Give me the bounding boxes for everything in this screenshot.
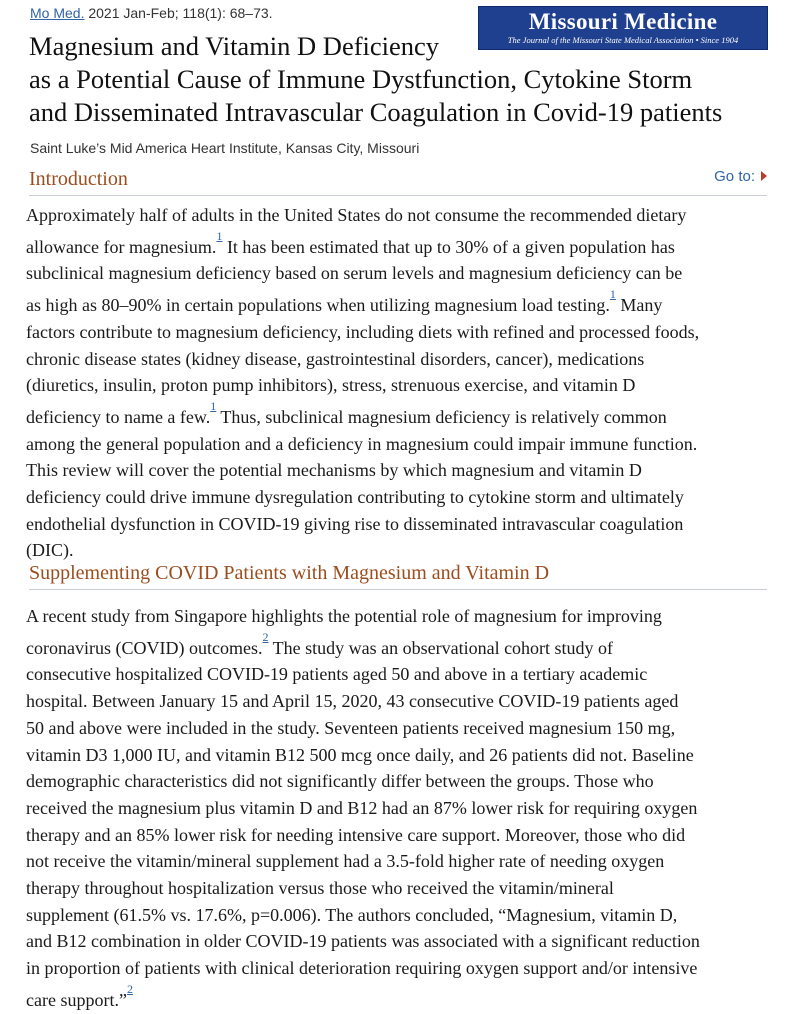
- paragraph-text: as high as 80–90% in certain populations when utilizing magnesium load testing.: [26, 295, 610, 316]
- paragraph-text: It has been estimated that up to 30% of a given population has: [222, 236, 675, 257]
- reference-link[interactable]: 1: [216, 228, 223, 243]
- goto-label: Go to:: [714, 168, 755, 185]
- paragraph-line: [26, 457, 771, 484]
- paragraph-line: [26, 229, 771, 261]
- logo-name: Missouri Medicine: [528, 9, 718, 34]
- paragraph-text: factors contribute to magnesium deficiency, including diets with refined and processed foods,: [26, 321, 700, 342]
- paragraph-line: [26, 955, 771, 982]
- article-title: [29, 30, 769, 129]
- paragraph-line: [26, 511, 771, 538]
- paragraph-line: [26, 630, 771, 662]
- section-heading: Supplementing COVID Patients with Magnesium and Vitamin D: [29, 562, 550, 584]
- paragraph-text: subclinical magnesium deficiency based on serum levels and magnesium deficiency can be: [26, 263, 683, 284]
- paragraph-text: not receive the vitamin/mineral supplement had a 3.5-fold higher rate of needing oxygen: [26, 851, 665, 872]
- paragraph-line: [26, 902, 771, 929]
- section-body: [26, 603, 771, 1014]
- paragraph-line: [26, 742, 771, 769]
- author-affiliation: Saint Luke’s Mid America Heart Institute, Kansas City, Missouri: [30, 140, 420, 156]
- paragraph-text: endothelial dysfunction in COVID-19 giving rise to disseminated intravascular coagulation: [26, 513, 684, 534]
- paragraph-text: received the magnesium plus vitamin D and B12 had an 87% lower risk for requiring oxygen: [26, 797, 698, 818]
- reference-link[interactable]: 2: [126, 981, 133, 996]
- paragraph-line: [26, 346, 771, 373]
- section-header-supplementing: [29, 561, 767, 590]
- paragraph-line: [26, 260, 771, 287]
- paragraph-text: allowance for magnesium.: [26, 236, 217, 257]
- paragraph-text: among the general population and a deficiency in magnesium could impair immune function.: [26, 433, 698, 454]
- paragraph-text: deficiency could drive immune dysregulation contributing to cytokine storm and ultimately: [26, 487, 684, 508]
- paragraph-text: 50 and above were included in the study. Seventeen patients received magnesium 150 mg,: [26, 717, 676, 738]
- paragraph-line: [26, 928, 771, 955]
- paragraph-line: [26, 202, 771, 229]
- paragraph-line: [26, 399, 771, 431]
- paragraph-text: vitamin D3 1,000 IU, and vitamin B12 500 mcg once daily, and 26 patients did not. Baseline: [26, 744, 694, 765]
- paragraph-line: [26, 982, 771, 1014]
- paragraph-text: therapy throughout hospitalization versus those who received the vitamin/mineral: [26, 878, 614, 899]
- paragraph-text: This review will cover the potential mechanisms by which magnesium and vitamin D: [26, 460, 642, 481]
- paragraph-line: [26, 795, 771, 822]
- citation-details: 2021 Jan-Feb; 118(1): 68–73.: [84, 5, 273, 21]
- paragraph-text: therapy and an 85% lower risk for needing intensive care support. Moreover, those who did: [26, 824, 686, 845]
- title-line: as a Potential Cause of Immune Dystfunction, Cytokine Storm: [29, 64, 693, 94]
- paragraph-line: [26, 688, 771, 715]
- paragraph-text: Approximately half of adults in the United States do not consume the recommended dietary: [26, 205, 687, 225]
- paragraph-text: care support.”: [26, 989, 127, 1010]
- paragraph-line: [26, 319, 771, 346]
- reference-link[interactable]: 1: [609, 287, 616, 302]
- paragraph-line: [26, 603, 771, 630]
- paragraph-text: and B12 combination in older COVID-19 patients was associated with a significant reduction: [26, 931, 700, 952]
- paragraph-text: coronavirus (COVID) outcomes.: [26, 637, 263, 658]
- paragraph-text: hospital. Between January 15 and April 15, 2020, 43 consecutive COVID-19 patients aged: [26, 691, 679, 712]
- paragraph-line: [26, 715, 771, 742]
- paragraph-line: [26, 431, 771, 458]
- paragraph-text: Many: [615, 295, 663, 316]
- paragraph-text: Thus, subclinical magnesium deficiency is relatively common: [216, 406, 667, 427]
- paragraph-line: [26, 848, 771, 875]
- paragraph-text: (diuretics, insulin, proton pump inhibitors), stress, strenuous exercise, and vitamin D: [26, 375, 636, 396]
- goto-button[interactable]: [714, 168, 767, 185]
- reference-link[interactable]: 1: [210, 398, 217, 413]
- title-line: Magnesium and Vitamin D Deficiency: [29, 31, 440, 61]
- paragraph-line: [26, 287, 771, 319]
- paragraph-text: chronic disease states (kidney disease, gastrointestinal disorders, cancer), medications: [26, 348, 645, 369]
- paragraph-text: demographic characteristics did not significantly differ between the groups. Those who: [26, 771, 654, 792]
- paragraph-line: [26, 768, 771, 795]
- logo-tagline: The Journal of the Missouri State Medical Association • Since 1904: [507, 35, 739, 45]
- paragraph-line: [26, 484, 771, 511]
- section-body: [26, 202, 771, 564]
- paragraph-text: (DIC).: [26, 540, 74, 561]
- section-heading: Introduction: [29, 168, 128, 190]
- paragraph-line: [26, 822, 771, 849]
- title-line: and Disseminated Intravascular Coagulation in Covid-19 patients: [29, 97, 723, 127]
- paragraph-line: [26, 372, 771, 399]
- paragraph-text: consecutive hospitalized COVID-19 patients aged 50 and above in a tertiary academic: [26, 664, 648, 685]
- paragraph-text: deficiency to name a few.: [26, 406, 211, 427]
- citation-line: [30, 5, 273, 21]
- paragraph-line: [26, 661, 771, 688]
- reference-link[interactable]: 2: [262, 629, 269, 644]
- triangle-right-icon: [761, 171, 767, 181]
- paragraph-text: in proportion of patients with clinical deterioration requiring oxygen support and/or intensive: [26, 958, 698, 979]
- paragraph-line: [26, 875, 771, 902]
- paragraph-text: The study was an observational cohort study of: [268, 637, 614, 658]
- paragraph-text: A recent study from Singapore highlights the potential role of magnesium for improving: [26, 606, 662, 626]
- paragraph-text: supplement (61.5% vs. 17.6%, p=0.006). The authors concluded, “Magnesium, vitamin D,: [26, 904, 678, 925]
- journal-link[interactable]: Mo Med.: [30, 5, 85, 21]
- section-header-introduction: [29, 167, 767, 196]
